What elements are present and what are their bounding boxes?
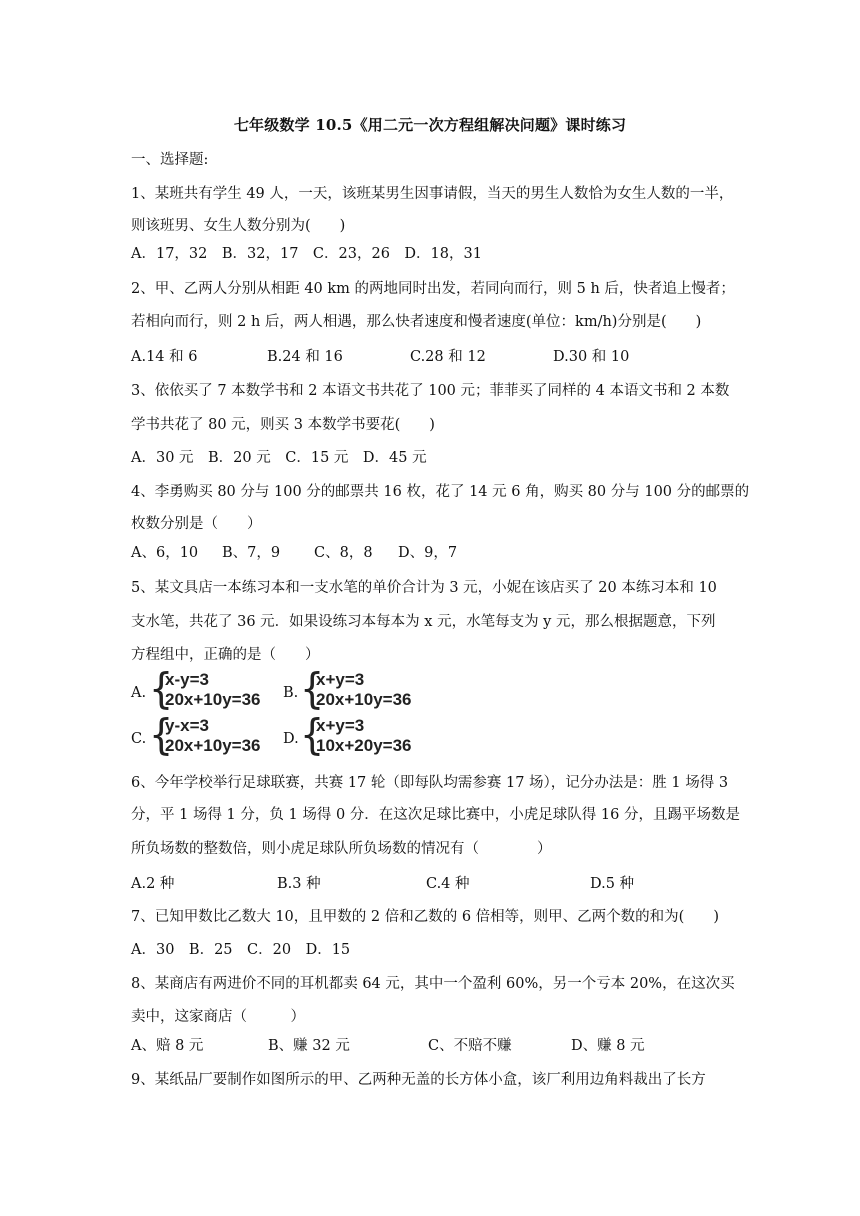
q7-options: A．30 B．25 C．20 D．15 (131, 942, 351, 958)
q4-option-a: A、6，10 (131, 545, 199, 561)
q8-option-d: D、赚 8 元 (571, 1038, 645, 1054)
q5-option-a-system (165, 670, 261, 710)
q5-option-b-eq1: x+y=3 (316, 670, 365, 689)
q1-line-1: 1、某班共有学生 49 人，一天，该班某男生因事请假，当天的男生人数恰为女生人数的一半， (131, 186, 734, 202)
brace-icon: { (300, 664, 325, 714)
q5-option-c-eq1: y-x=3 (165, 716, 209, 735)
q4-option-c: C、8，8 (314, 545, 373, 561)
q6-option-d: D.5 种 (590, 876, 635, 892)
q2-line-1: 2、甲、乙两人分别从相距 40 km 的两地同时出发，若同向而行，则 5 h 后，快者追上慢者； (131, 281, 735, 297)
q5-option-d-eq2: 10x+20y=36 (316, 736, 412, 755)
brace-icon: { (149, 664, 174, 714)
q3-line-2: 学书共花了 80 元，则买 3 本数学书要花( ) (131, 417, 435, 433)
q8-option-c: C、不赔不赚 (428, 1038, 512, 1054)
q6-line-3: 所负场数的整数倍，则小虎足球队所负场数的情况有（ ） (131, 841, 552, 857)
q2-option-c: C.28 和 12 (410, 349, 486, 365)
q5-option-c-system (165, 716, 261, 756)
q1-options: A．17，32 B．32，17 C．23，26 D．18，31 (131, 246, 482, 262)
brace-icon: { (300, 710, 325, 760)
document-title: 七年级数学 10.5《用二元一次方程组解决问题》课时练习 (233, 116, 627, 134)
q5-option-b-label: B. (283, 685, 299, 701)
q8-option-a: A、赔 8 元 (131, 1038, 204, 1054)
q6-option-b: B.3 种 (277, 876, 321, 892)
q5-option-a-eq2: 20x+10y=36 (165, 690, 261, 709)
q5-option-d-system (316, 716, 412, 756)
q4-line-2: 枚数分别是（ ） (131, 516, 262, 532)
q5-line-3: 方程组中，正确的是（ ） (131, 647, 320, 663)
q2-option-d: D.30 和 10 (553, 349, 630, 365)
q4-option-d: D、9，7 (398, 545, 458, 561)
q5-option-d-eq1: x+y=3 (316, 716, 365, 735)
q5-option-d-label: D. (283, 731, 299, 747)
q4-option-b: B、7，9 (222, 545, 281, 561)
q5-option-a-eq1: x-y=3 (165, 670, 209, 689)
q5-option-b-eq2: 20x+10y=36 (316, 690, 412, 709)
q3-line-1: 3、依依买了 7 本数学书和 2 本语文书共花了 100 元；菲菲买了同样的 4 本语文书和 2 本数 (131, 383, 730, 399)
q9-line-1: 9、某纸品厂要制作如图所示的甲、乙两种无盖的长方体小盒，该厂利用边角料裁出了长方 (131, 1072, 706, 1088)
q8-line-2: 卖中，这家商店（ ） (131, 1009, 305, 1025)
q2-option-a: A.14 和 6 (131, 349, 198, 365)
q5-option-c-eq2: 20x+10y=36 (165, 736, 261, 755)
q8-option-b: B、赚 32 元 (268, 1038, 350, 1054)
q7-line-1: 7、已知甲数比乙数大 10，且甲数的 2 倍和乙数的 6 倍相等，则甲、乙两个数的和为( ) (131, 909, 719, 925)
brace-icon: { (149, 710, 174, 760)
q2-line-2: 若相向而行，则 2 h 后，两人相遇，那么快者速度和慢者速度(单位：km/h)分别是( ) (131, 314, 702, 330)
q1-line-2: 则该班男、女生人数分别为( ) (131, 218, 346, 234)
q5-line-1: 5、某文具店一本练习本和一支水笔的单价合计为 3 元，小妮在该店买了 20 本练习本和 10 (131, 580, 717, 596)
q5-line-2: 支水笔，共花了 36 元．如果设练习本每本为 x 元，水笔每支为 y 元，那么根据题意，下列 (131, 614, 716, 630)
q6-line-1: 6、今年学校举行足球联赛，共赛 17 轮（即每队均需参赛 17 场），记分办法是：胜 1 场得 3 (131, 775, 729, 791)
q8-line-1: 8、某商店有两进价不同的耳机都卖 64 元，其中一个盈利 60%，另一个亏本 20%，在这次买 (131, 976, 735, 992)
q6-option-c: C.4 种 (426, 876, 470, 892)
q5-option-c-label: C. (131, 731, 147, 747)
section-heading: 一、选择题: (131, 152, 209, 168)
q5-option-b-system (316, 670, 412, 710)
q6-option-a: A.2 种 (131, 876, 175, 892)
q3-options: A．30 元 B．20 元 C．15 元 D．45 元 (131, 450, 427, 466)
q5-option-a-label: A. (131, 685, 147, 701)
q4-line-1: 4、李勇购买 80 分与 100 分的邮票共 16 枚，花了 14 元 6 角，购买 80 分与 100 分的邮票的 (131, 484, 750, 500)
q2-option-b: B.24 和 16 (267, 349, 343, 365)
q6-line-2: 分，平 1 场得 1 分，负 1 场得 0 分．在这次足球比赛中，小虎足球队得 16 分，且踢平场数是 (131, 807, 740, 823)
